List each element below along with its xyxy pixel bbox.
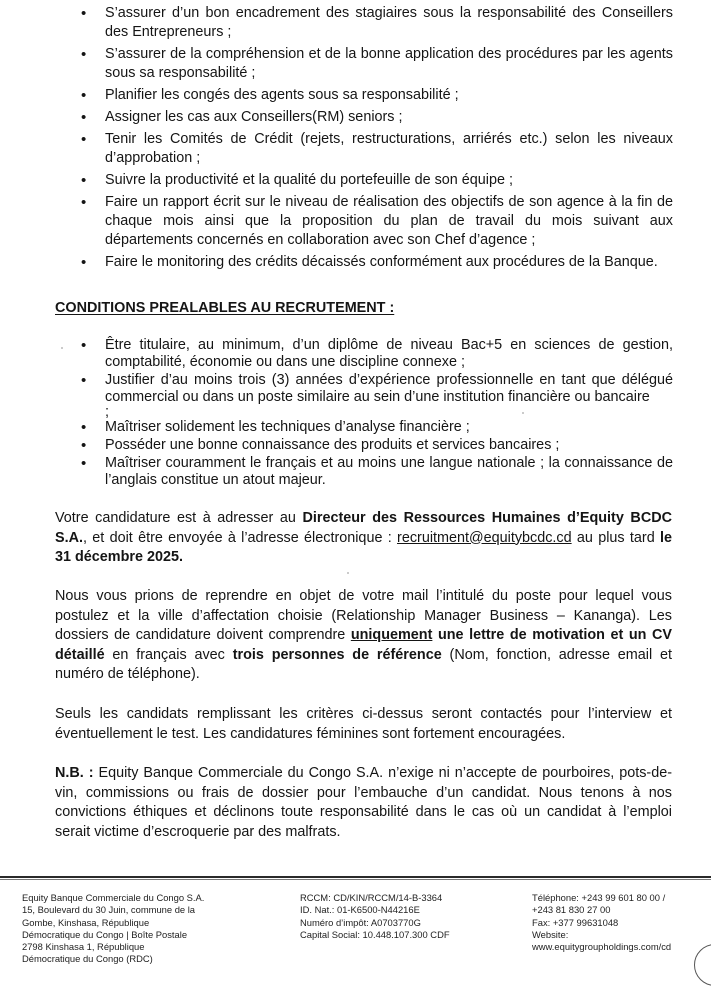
list-item: • Maîtriser couramment le français et au moins une langue nationale ; la connaissance de l’anglais constitue un atout majeur. <box>105 455 673 489</box>
section-heading-conditions: CONDITIONS PREALABLES AU RECRUTEMENT : <box>55 300 395 316</box>
required-documents: une lettre de motivation et un CV détaillé <box>55 627 673 663</box>
conditions-list <box>105 337 673 490</box>
list-item: • Maîtriser solidement les techniques d’analyse financière ; <box>105 419 673 436</box>
edge-mark <box>694 944 711 986</box>
list-item: • Être titulaire, au minimum, d’un diplôme de niveau Bac+5 en sciences de gestion, comptabilité, économie ou dans une discipline connexe ; <box>105 337 673 371</box>
list-item: • Tenir les Comités de Crédit (rejets, restructurations, arriérés etc.) selon les niveaux d’approbation ; <box>105 130 673 168</box>
list-item: • Faire le monitoring des crédits décaissés conformément aux procédures de la Banque. <box>105 253 673 272</box>
emphasis-uniquement: uniquement <box>350 627 433 643</box>
nb-label: N.B. : <box>55 765 94 781</box>
subject-paragraph: Nous vous prions de reprendre en objet de votre mail l’intitulé du poste pour lequel vous postulez et la ville d’affectation choisie (Relationship Manager Business – Kananga). Les dossiers de candidature doivent comprendre uniquement une lettre de motivation et un CV détaillé en français avec trois personnes de référence (Nom, fonction, adresse email et numéro de téléphone). <box>55 588 673 682</box>
website-link[interactable]: www.equitygroupholdings.com/cd <box>532 941 672 953</box>
list-item <box>105 372 673 418</box>
scan-speck <box>347 572 349 574</box>
list-item: • Posséder une bonne connaissance des produits et services bancaires ; <box>105 437 673 454</box>
list-item: • Planifier les congés des agents sous sa responsabilité ; <box>105 86 673 105</box>
list-item: • S’assurer de la compréhension et de la bonne application des procédures par les agents sous sa responsabilité ; <box>105 45 673 83</box>
deadline: le 31 décembre 2025. <box>55 529 673 565</box>
list-item-semicolon: ; <box>105 404 109 420</box>
list-item: • S’assurer d’un bon encadrement des stagiaires sous la responsabilité des Conseillers des Entrepreneurs ; <box>105 4 673 42</box>
footer-registration: RCCM: CD/KIN/RCCM/14-B-3364 ID. Nat.: 01-K6500-N44216E Numéro d’impôt: A0703770G Capital Social: 10.448.107.300 CDF <box>300 892 450 940</box>
references-requirement: trois personnes de référence <box>232 646 442 663</box>
footer-address: Equity Banque Commerciale du Congo S.A. 15, Boulevard du 30 Juin, commune de la Gombe, Kinshasa, République Démocratique du Congo | Boîte Postale 2798 Kinshasa 1, République Démocratique du Congo (RDC) <box>22 892 205 965</box>
recipient: Directeur des Ressources Humaines d’Equity BCDC S.A. <box>55 510 672 546</box>
application-paragraph: Votre candidature est à adresser au Directeur des Ressources Humaines d’Equity BCDC S.A., et doit être envoyée à l’adresse électronique : recruitment@equitybcdc.cd au plus tard le 31 décembre 2025. <box>55 510 673 565</box>
email-link[interactable]: recruitment@equitybcdc.cd <box>397 529 572 546</box>
footer-rule-thin <box>0 879 711 880</box>
selection-paragraph: Seuls les candidats remplissant les critères ci-dessus seront contactés pour l’interview et éventuellement le test. Les candidatures féminines sont fortement encouragées. <box>55 706 672 742</box>
nb-paragraph: N.B. : Equity Banque Commerciale du Congo S.A. n’exige ni n’accepte de pourboires, pots-de-vin, commissions ou frais de dossier pour l’embauche d’un candidat. Nous tenons à nos convictions éthiques et déclinons toute responsabilité dans le cas où un candidat à l’emploi serait victime d’escroquerie par des malfrats. <box>55 765 672 840</box>
duties-list <box>105 4 673 275</box>
list-item-text: Justifier d’au moins trois (3) années d’expérience professionnelle en tant que délégué commercial ou dans un poste similaire au sein d’une institution financière ou bancaire <box>105 372 673 405</box>
list-item: • Faire un rapport écrit sur le niveau de réalisation des objectifs de son agence à la fin de chaque mois ainsi que la proposition du plan de travail du mois suivant aux départements concernés en collaboration avec son Chef d’agence ; <box>105 193 673 250</box>
list-item: • Suivre la productivité et la qualité du portefeuille de son équipe ; <box>105 171 673 190</box>
list-item: • Assigner les cas aux Conseillers(RM) seniors ; <box>105 108 673 127</box>
scan-speck <box>61 347 63 349</box>
scan-speck <box>522 412 524 414</box>
footer-contact: Téléphone: +243 99 601 80 00 / +243 81 830 27 00 Fax: +377 99631048 Website: www.equitygroupholdings.com/cd <box>532 892 672 953</box>
footer-rule <box>0 876 711 878</box>
